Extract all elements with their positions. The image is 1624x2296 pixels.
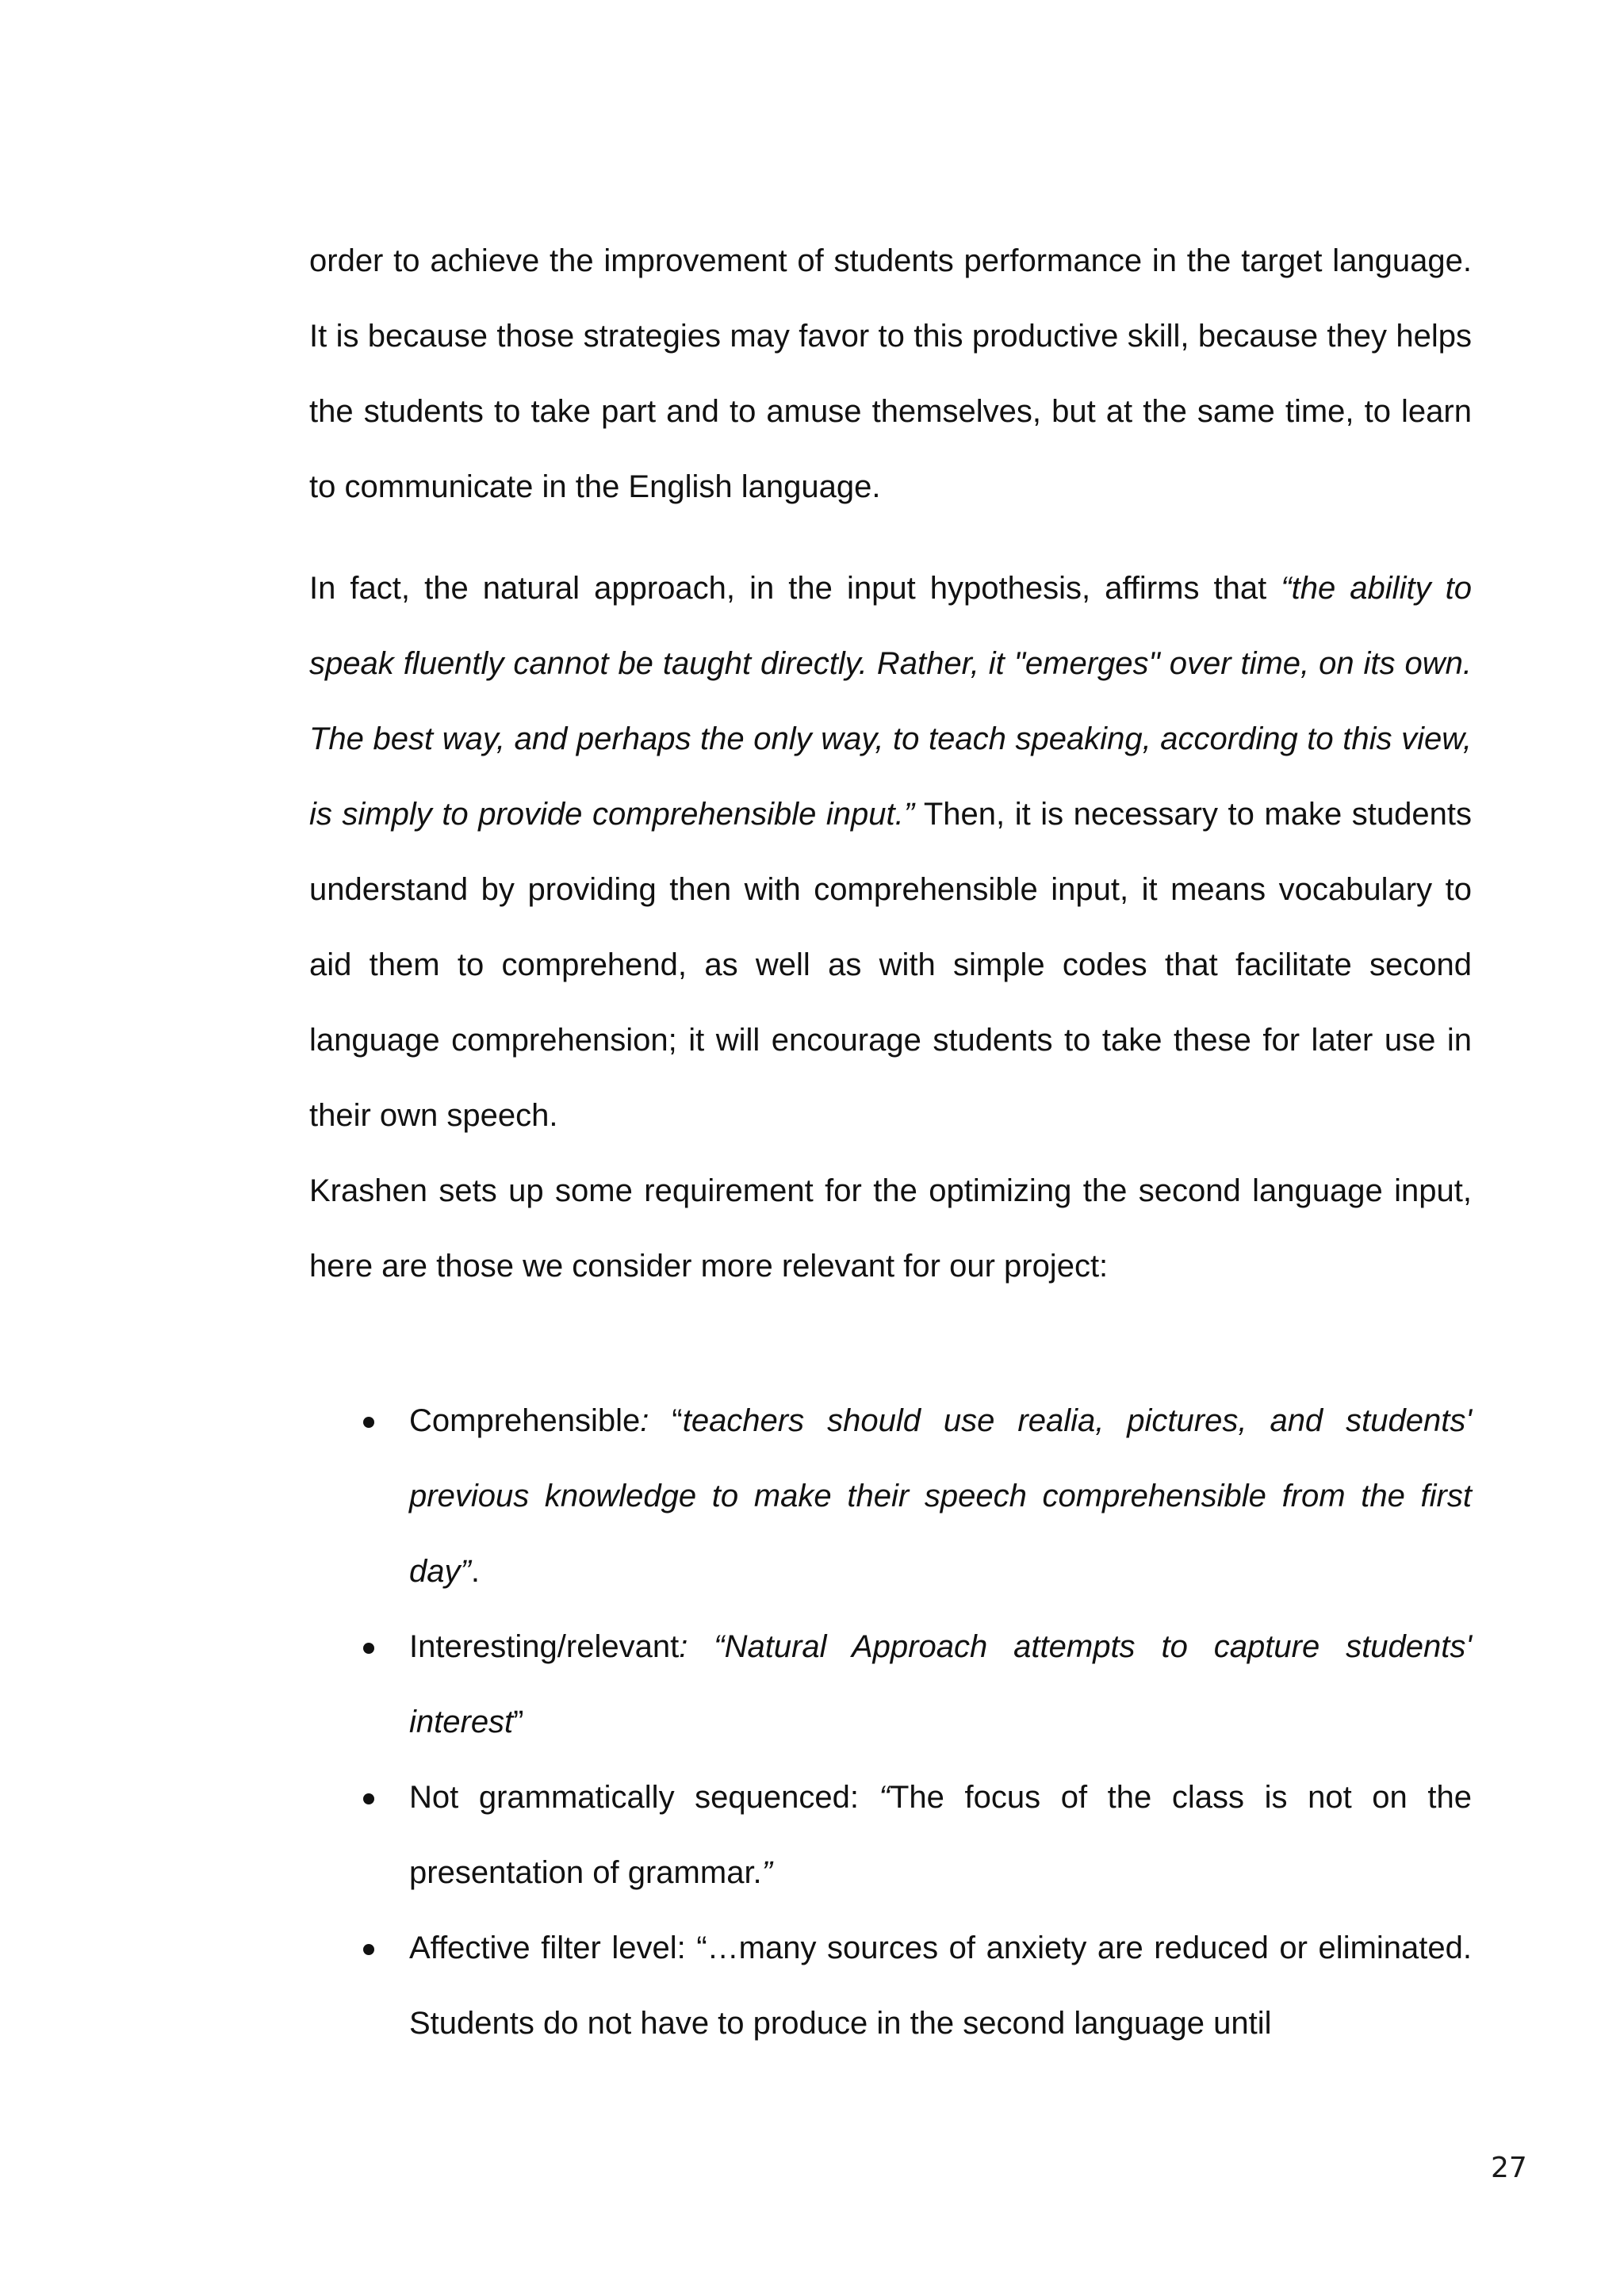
- item-quote-mark: “: [672, 1403, 683, 1438]
- item-separator: :: [679, 1629, 714, 1664]
- item-text: “…many sources of anxiety are reduced or eliminated. Students do not have to produce in the second language until: [409, 1931, 1472, 2041]
- item-end: ”: [513, 1705, 524, 1739]
- paragraph-lead: In fact, the natural approach, in the input hypothesis, affirms that: [309, 571, 1281, 606]
- input-hypothesis-quote: “the ability to speak fluently cannot be taught directly. Rather, it "emerges" over time, on its own. The best way, and perhaps the only way, to teach speaking, according to this view, is simply to provide comprehensible input.”: [309, 571, 1472, 832]
- requirements-list: [309, 1383, 1472, 2061]
- bullet-icon: [363, 1760, 374, 1835]
- item-end: ”: [761, 1855, 772, 1890]
- paragraph-input-hypothesis: [309, 551, 1472, 1154]
- item-label: Comprehensible: [409, 1403, 641, 1438]
- item-end: .: [470, 1554, 480, 1589]
- item-label: Not grammatically sequenced:: [409, 1780, 879, 1815]
- bullet-icon: [363, 1383, 374, 1459]
- list-item-affective-filter: [309, 1911, 1472, 2061]
- page-number: 27: [1491, 2152, 1527, 2184]
- list-item-not-sequenced: [309, 1760, 1472, 1911]
- paragraph-intro: order to achieve the improvement of students performance in the target language. It is because those strategies may favor to this productive skill, because they helps the students to take part and to amuse themselves, but at the same time, to learn to communicate in the English language.: [309, 243, 1472, 504]
- item-separator: :: [640, 1403, 672, 1438]
- item-quote: teachers should use realia, pictures, and students' previous knowledge to make their speech comprehensible from the first day”: [409, 1403, 1472, 1589]
- item-quote: “Natural Approach attempts to capture students' interest: [409, 1629, 1472, 1739]
- bullet-icon: [363, 1609, 374, 1685]
- paragraph-krashen: Krashen sets up some requirement for the optimizing the second language input, here are those we consider more relevant for our project:: [309, 1173, 1472, 1284]
- item-text: The focus of the class is not on the presentation of grammar.: [409, 1780, 1473, 1890]
- item-quote-mark: “: [879, 1780, 890, 1815]
- list-item-comprehensible: [309, 1383, 1472, 1609]
- paragraph-tail: Then, it is necessary to make students understand by providing then with comprehensible input, it means vocabulary to aid them to comprehend, as well as with simple codes that facilitate second language comprehension; it will encourage students to take these for later use in their own speech.: [309, 797, 1472, 1133]
- page-body: [309, 224, 1472, 2061]
- list-item-interesting: [309, 1609, 1472, 1760]
- item-label: Affective filter level:: [409, 1931, 697, 1965]
- item-label: Interesting/relevant: [409, 1629, 680, 1664]
- bullet-icon: [363, 1911, 374, 1986]
